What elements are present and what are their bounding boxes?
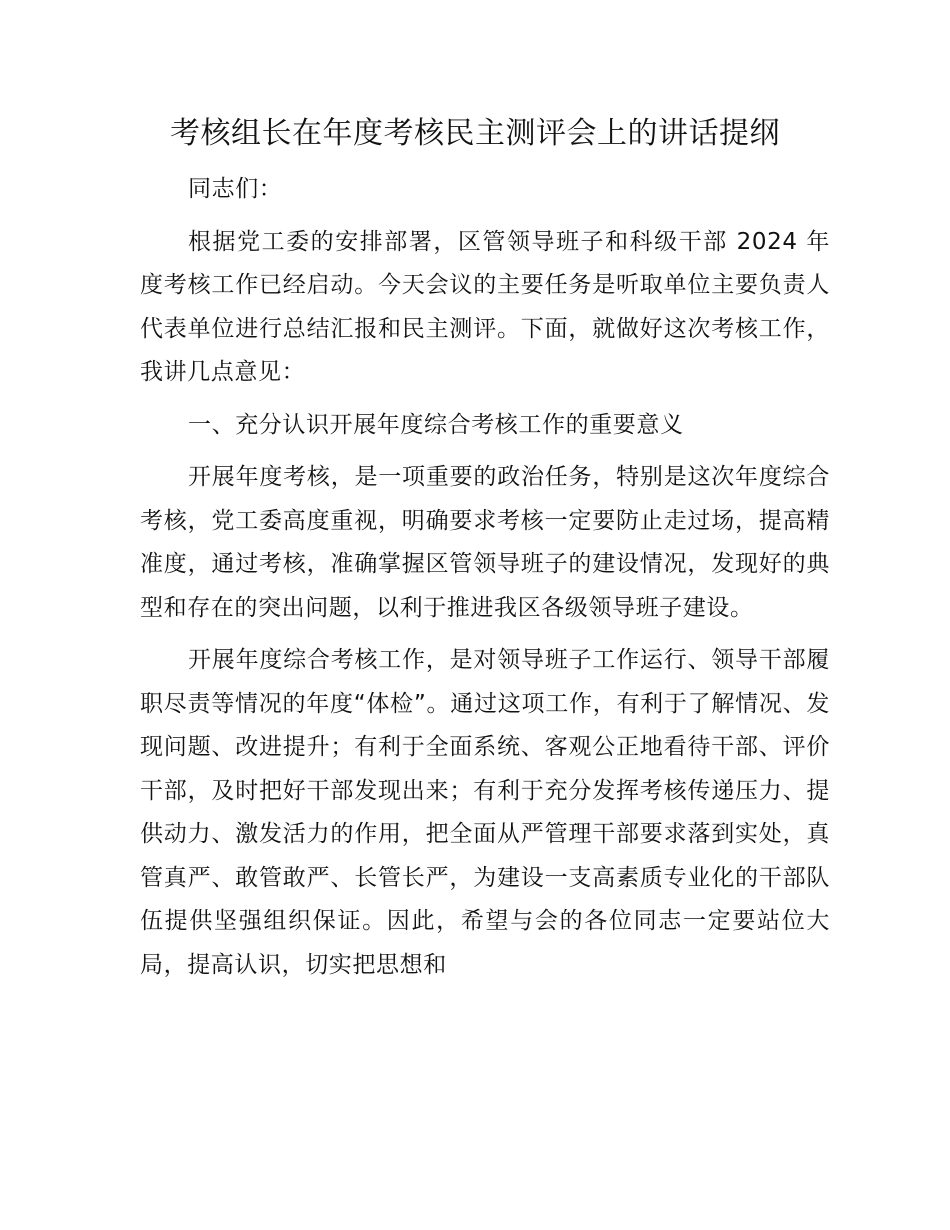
section-heading-1: 一、充分认识开展年度综合考核工作的重要意义 bbox=[188, 411, 684, 438]
paragraph-annual-checkup: 开展年度综合考核工作，是对领导班子工作运行、领导干部履职尽责等情况的年度“体检”。通过这项工作，有利于了解情况、发现问题、改进提升；有利于全面系统、客观公正地看待干部、评价干部，及时把好干部发现出来；有利于充分发挥考核传递压力、提供动力、激发活力的作用，把全面从严管理干部要求落到实处，真管真严、敢管敢严、长管长严，为建设一支高素质专业化的干部队伍提供坚强组织保证。因此，希望与会的各位同志一定要站位大局，提高认识，切实把思想和 bbox=[140, 647, 830, 978]
paragraph-political-task: 开展年度考核，是一项重要的政治任务，特别是这次年度综合考核，党工委高度重视，明确要求考核一定要防止走过场，提高精准度，通过考核，准确掌握区管领导班子的建设情况，发现好的典型和存在的突出问题，以利于推进我区各级领导班子建设。 bbox=[140, 464, 830, 621]
paragraph-intro: 根据党工委的安排部署，区管领导班子和科级干部 2024 年度考核工作已经启动。今天会议的主要任务是听取单位主要负责人代表单位进行总结汇报和民主测评。下面，就做好这次考核工作，我讲几点意见： bbox=[140, 228, 830, 385]
document-body bbox=[140, 168, 830, 996]
document-title: 考核组长在年度考核民主测评会上的讲话提纲 bbox=[170, 116, 780, 151]
salutation: 同志们： bbox=[188, 176, 283, 202]
